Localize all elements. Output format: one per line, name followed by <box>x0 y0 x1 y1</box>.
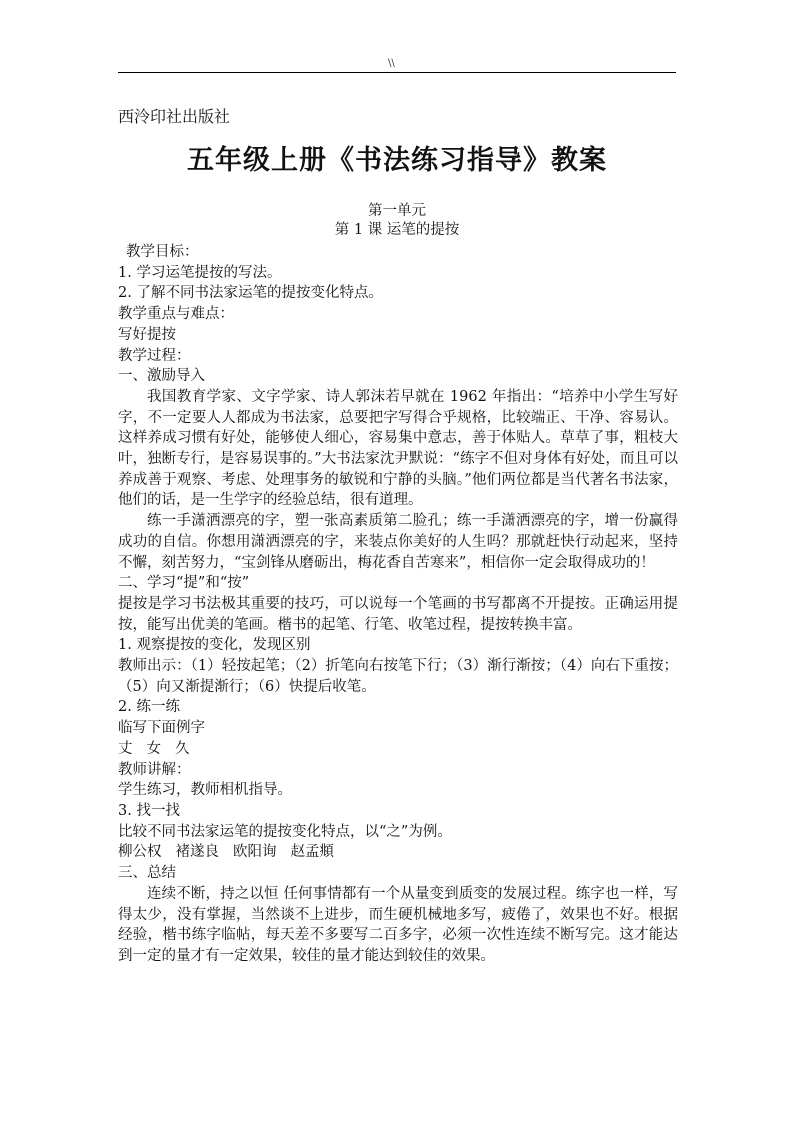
header-mark: \\ <box>388 58 395 69</box>
paragraph-5: 连续不断，持之以恒 任何事情都有一个从量变到质变的发展过程。练字也一样，写得太少，没有掌握，当然谈不上进步，而生硬机械地多写，疲倦了，效果也不好。根据经验，楷书练字临帖，每天差不多要写二百多字，必须一次性连续不断写完。这才能达到一定的量才有一定效果，较佳的量才能达到较佳的效果。 <box>118 885 678 964</box>
publisher-name: 西泠印社出版社 <box>118 107 231 126</box>
subheading-1: 1. 观察提按的变化，发现区别 <box>118 637 311 654</box>
calligrapher-name: 柳公权 <box>118 844 162 861</box>
paragraph-1: 我国教育学家、文字学家、诗人郭沫若早就在 1962 年指出：“培养中小学生写好字，不一定要人人都成为书法家，总要把字写得合乎规格，比较端正、干净、容易认。这样养成习惯有好处，能够使人细心，容易集中意志，善于体贴人。草草了事，粗枝大叶，独断专行，是容易误事的。”大书法家沈尹默说：“练字不但对身体有好处，而且可以养成善于观察、考虑、处理事务的敏锐和宁静的头脑。”他们两位都是当代著名书法家，他们的话，是一生学字的经验总结，很有道理。 <box>118 388 678 509</box>
example-chars <box>118 739 678 760</box>
teacher-explain: 教师讲解： <box>118 761 191 778</box>
paragraph-2: 练一手潇洒漂亮的字，塑一张高素质第二脸孔；练一手潇洒漂亮的字，增一份赢得成功的自信。你想用潇洒漂亮的字，来装点你美好的人生吗？那就赶快行动起来，坚持不懈，刻苦努力，“宝剑锋从磨砺出，梅花香自苦寒来”，相信你一定会取得成功的！ <box>118 513 678 571</box>
example-char: 久 <box>175 740 190 757</box>
paragraph-3: 提按是学习书法极其重要的技巧，可以说每一个笔画的书写都离不开提按。正确运用提按，能写出优美的笔画。楷书的起笔、行笔、收笔过程，提按转换丰富。 <box>118 595 678 633</box>
example-char: 丈 <box>118 740 133 757</box>
calligrapher-list <box>118 842 678 863</box>
lesson-body <box>118 242 678 967</box>
copy-heading: 临写下面例字 <box>118 720 205 737</box>
section-heading-1: 一、激励导入 <box>118 368 205 385</box>
process-heading: 教学过程： <box>118 347 191 364</box>
subheading-2: 2. 练一练 <box>118 699 180 716</box>
paragraph-4: 教师出示：（1）轻按起笔；（2）折笔向右按笔下行；（3）渐行渐按；（4）向右下重按；（5）向又渐提渐行；（6）快提后收笔。 <box>118 658 678 695</box>
compare-text: 比较不同书法家运笔的提按变化特点，以“之”为例。 <box>118 823 452 840</box>
page-title: 五年级上册《书法练习指导》教案 <box>187 145 607 176</box>
subheading-3: 3. 找一找 <box>118 802 180 819</box>
calligrapher-name: 褚遂良 <box>175 844 219 861</box>
goal-item-2: 2. 了解不同书法家运笔的提按变化特点。 <box>118 285 383 302</box>
section-heading-3: 三、总结 <box>118 865 176 882</box>
calligrapher-name: 欧阳询 <box>233 844 277 861</box>
header-rule <box>118 72 676 73</box>
section-heading-2: 二、学习“提”和“按” <box>118 575 250 592</box>
key-heading: 教学重点与难点： <box>118 306 234 323</box>
lesson-heading: 第 1 课 运笔的提按 <box>334 222 460 238</box>
unit-heading: 第一单元 <box>368 203 426 219</box>
example-char: 女 <box>146 740 161 757</box>
goal-item-1: 1. 学习运笔提按的写法。 <box>118 264 282 281</box>
key-text: 写好提按 <box>118 326 176 343</box>
student-practice: 学生练习，教师相机指导。 <box>118 782 292 799</box>
goal-heading: 教学目标： <box>126 244 199 260</box>
calligrapher-name: 赵孟頫 <box>290 844 334 861</box>
